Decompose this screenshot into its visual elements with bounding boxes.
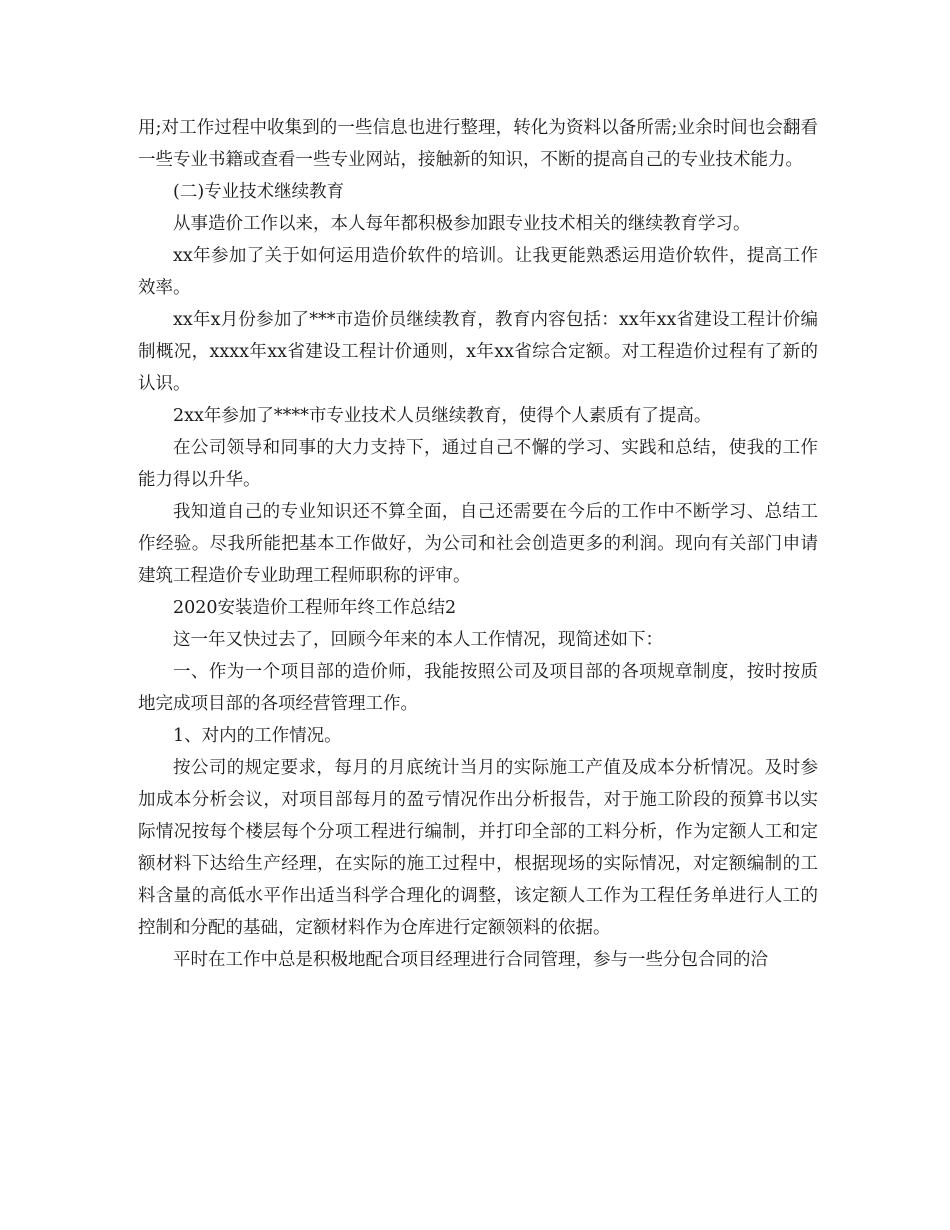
paragraph-5: xx年x月份参加了***市造价员继续教育，教育内容包括：xx年xx省建设工程计价编制概况，xxxx年xx省建设工程计价通则，x年xx省综合定额。对工程造价过程有了新的认识。 bbox=[138, 310, 818, 394]
subheading-internal-work: 1、对内的工作情况。 bbox=[173, 726, 342, 746]
section-heading-continuing-education: (二)专业技术继续教育 bbox=[173, 182, 345, 202]
paragraph-1: 用;对工作过程中收集到的一些信息也进行整理，转化为资料以备所需;业余时间也会翻看一些专业书籍或查看一些专业网站，接触新的知识，不断的提高自己的专业技术能力。 bbox=[138, 118, 818, 170]
document-page bbox=[138, 112, 818, 976]
paragraph-13: 按公司的规定要求，每月的月底统计当月的实际施工产值及成本分析情况。及时参加成本分析会议，对项目部每月的盈亏情况作出分析报告，对于施工阶段的预算书以实际情况按每个楼层每个分项工程进行编制，并打印全部的工料分析，作为定额人工和定额材料下达给生产经理，在实际的施工过程中，根据现场的实际情况，对定额编制的工料含量的高低水平作出适当科学合理化的调整，该定额人工作为工程任务单进行人工的控制和分配的基础，定额材料作为仓库进行定额领料的依据。 bbox=[138, 758, 818, 938]
paragraph-4: xx年参加了关于如何运用造价软件的培训。让我更能熟悉运用造价软件，提高工作效率。 bbox=[138, 246, 818, 298]
paragraph-6: 2xx年参加了****市专业技术人员继续教育，使得个人素质有了提高。 bbox=[173, 406, 712, 426]
paragraph-7: 在公司领导和同事的大力支持下，通过自己不懈的学习、实践和总结，使我的工作能力得以升华。 bbox=[138, 438, 818, 490]
section-title-summary-2: 2020安装造价工程师年终工作总结2 bbox=[173, 598, 457, 618]
paragraph-10: 这一年又快过去了，回顾今年来的本人工作情况，现简述如下： bbox=[173, 630, 663, 650]
paragraph-14: 平时在工作中总是积极地配合项目经理进行合同管理，参与一些分包合同的洽 bbox=[173, 950, 768, 970]
paragraph-11: 一、作为一个项目部的造价师，我能按照公司及项目部的各项规章制度，按时按质地完成项目部的各项经营管理工作。 bbox=[138, 662, 818, 714]
paragraph-8: 我知道自己的专业知识还不算全面，自己还需要在今后的工作中不断学习、总结工作经验。尽我所能把基本工作做好，为公司和社会创造更多的利润。现向有关部门申请建筑工程造价专业助理工程师职称的评审。 bbox=[138, 502, 818, 586]
paragraph-3: 从事造价工作以来，本人每年都积极参加跟专业技术相关的继续教育学习。 bbox=[173, 214, 751, 234]
